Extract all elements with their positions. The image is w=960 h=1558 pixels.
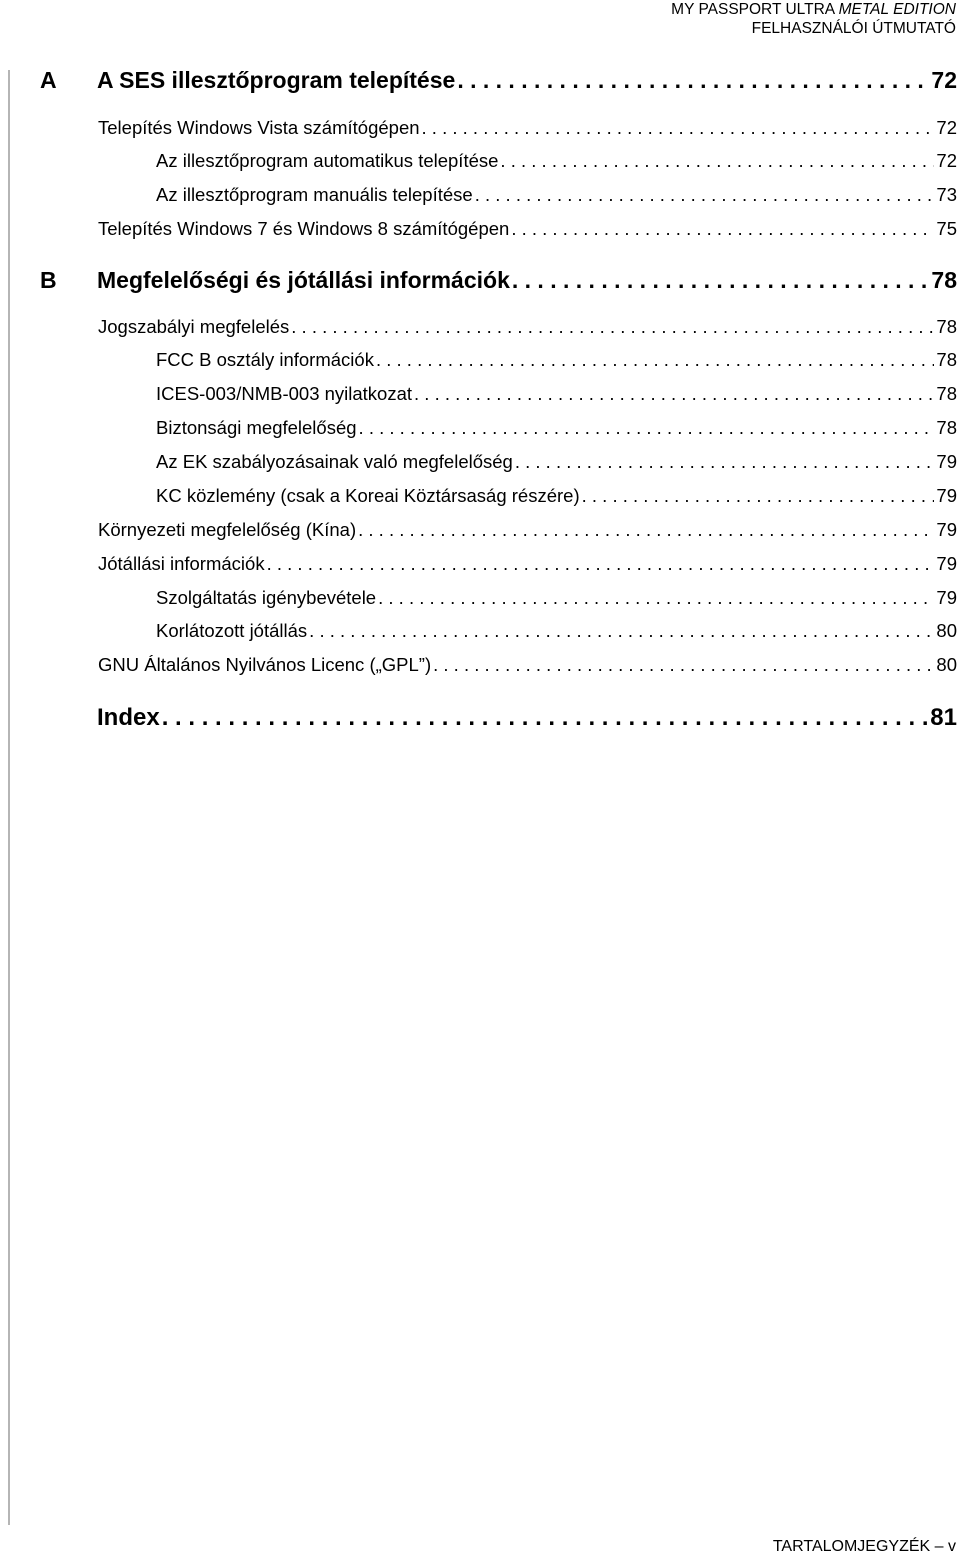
toc-entry-label: Az illesztőprogram manuális telepítése: [156, 184, 473, 205]
toc-entry-b-1-3[interactable]: [156, 417, 957, 439]
toc-entry-label: Biztonsági megfelelőség: [156, 417, 357, 438]
toc-entry-b-1-4[interactable]: [156, 451, 957, 473]
toc-entry-page: 78: [936, 417, 957, 438]
toc-entry-label: Telepítés Windows Vista számítógépen: [98, 117, 420, 138]
toc-entry-b-3-1[interactable]: [156, 587, 957, 609]
toc-entry-page: 79: [936, 553, 957, 574]
toc-entry-index[interactable]: [97, 704, 957, 732]
toc-entry-page: 80: [936, 654, 957, 675]
toc-entry-page: 72: [936, 150, 957, 171]
toc-entry-label: Megfelelőségi és jótállási információk: [97, 267, 510, 293]
dot-leader: [457, 67, 929, 94]
product-name-prefix: MY PASSPORT ULTRA: [671, 1, 839, 18]
dot-leader: [422, 117, 935, 139]
toc-entry-b-1-1[interactable]: [156, 349, 957, 371]
toc-entry-page: 79: [936, 587, 957, 608]
dot-leader: [433, 654, 934, 676]
toc-entry-label: Telepítés Windows 7 és Windows 8 számítógépen: [98, 218, 510, 239]
toc-entry-label: Környezeti megfelelőség (Kína): [98, 519, 357, 540]
toc-entry-page: 75: [936, 218, 957, 239]
toc-entry-b-2[interactable]: [98, 519, 957, 541]
toc-entry-page: 78: [931, 267, 957, 293]
toc-entry-label: Jogszabályi megfelelés: [98, 316, 290, 337]
dot-leader: [309, 620, 934, 642]
toc-entry-b-3[interactable]: [98, 553, 957, 575]
toc-entry-page: 79: [936, 519, 957, 540]
toc-entry-page: 79: [936, 451, 957, 472]
toc-entry-label: GNU Általános Nyilvános Licenc („GPL”): [98, 654, 432, 675]
dot-leader: [291, 316, 934, 338]
toc-entry-b-4[interactable]: [98, 654, 957, 676]
toc-entry-page: 72: [936, 117, 957, 138]
toc-entry-page: 79: [936, 485, 957, 506]
toc-entry-chapter-b[interactable]: [97, 267, 957, 294]
page-footer: TARTALOMJEGYZÉK – v: [772, 1538, 956, 1555]
dot-leader: [267, 553, 935, 575]
toc-entry-label: Korlátozott jótállás: [156, 620, 308, 641]
toc-entry-page: 78: [936, 316, 957, 337]
dot-leader: [359, 417, 935, 439]
document-header: [671, 0, 956, 38]
toc-entry-label: Szolgáltatás igénybevétele: [156, 587, 377, 608]
toc-entry-page: 80: [936, 620, 957, 641]
left-margin-rule: [8, 70, 10, 1525]
toc-entry-label: ICES-003/NMB-003 nyilatkozat: [156, 383, 413, 404]
toc-entry-a-2[interactable]: [98, 218, 957, 240]
toc-entry-a-1-2[interactable]: [156, 184, 957, 206]
chapter-b-letter: B: [40, 267, 57, 293]
dot-leader: [515, 451, 935, 473]
dot-leader: [512, 267, 930, 294]
dot-leader: [358, 519, 934, 541]
toc-entry-b-3-2[interactable]: [156, 620, 957, 642]
product-name: [671, 0, 956, 19]
toc-entry-page: 72: [931, 67, 957, 93]
dot-leader: [582, 485, 935, 507]
toc-entry-label: Az EK szabályozásainak való megfelelőség: [156, 451, 513, 472]
toc-entry-label: KC közlemény (csak a Koreai Köztársaság részére): [156, 485, 580, 506]
toc-entry-page: 73: [936, 184, 957, 205]
dot-leader: [500, 150, 934, 172]
toc-entry-chapter-a[interactable]: [97, 67, 957, 94]
dot-leader: [376, 349, 934, 371]
chapter-a-letter: A: [40, 67, 57, 93]
toc-entry-a-1-1[interactable]: [156, 150, 957, 172]
toc-entry-label: Index: [97, 704, 160, 731]
dot-leader: [162, 704, 929, 732]
toc-entry-page: 78: [936, 349, 957, 370]
dot-leader: [414, 383, 934, 405]
manual-title: FELHASZNÁLÓI ÚTMUTATÓ: [751, 20, 956, 37]
toc-entry-b-1[interactable]: [98, 316, 957, 338]
toc-entry-label: Az illesztőprogram automatikus telepítése: [156, 150, 499, 171]
dot-leader: [378, 587, 934, 609]
dot-leader: [511, 218, 934, 240]
product-name-edition: METAL EDITION: [838, 1, 956, 18]
toc-entry-label: FCC B osztály információk: [156, 349, 374, 370]
toc-entry-a-1[interactable]: [98, 117, 957, 139]
dot-leader: [475, 184, 935, 206]
toc-entry-label: Jótállási információk: [98, 553, 265, 574]
toc-entry-page: 78: [936, 383, 957, 404]
toc-entry-b-1-5[interactable]: [156, 485, 957, 507]
toc-entry-page: 81: [930, 704, 957, 731]
toc-entry-b-1-2[interactable]: [156, 383, 957, 405]
toc-entry-label: A SES illesztőprogram telepítése: [97, 67, 456, 93]
